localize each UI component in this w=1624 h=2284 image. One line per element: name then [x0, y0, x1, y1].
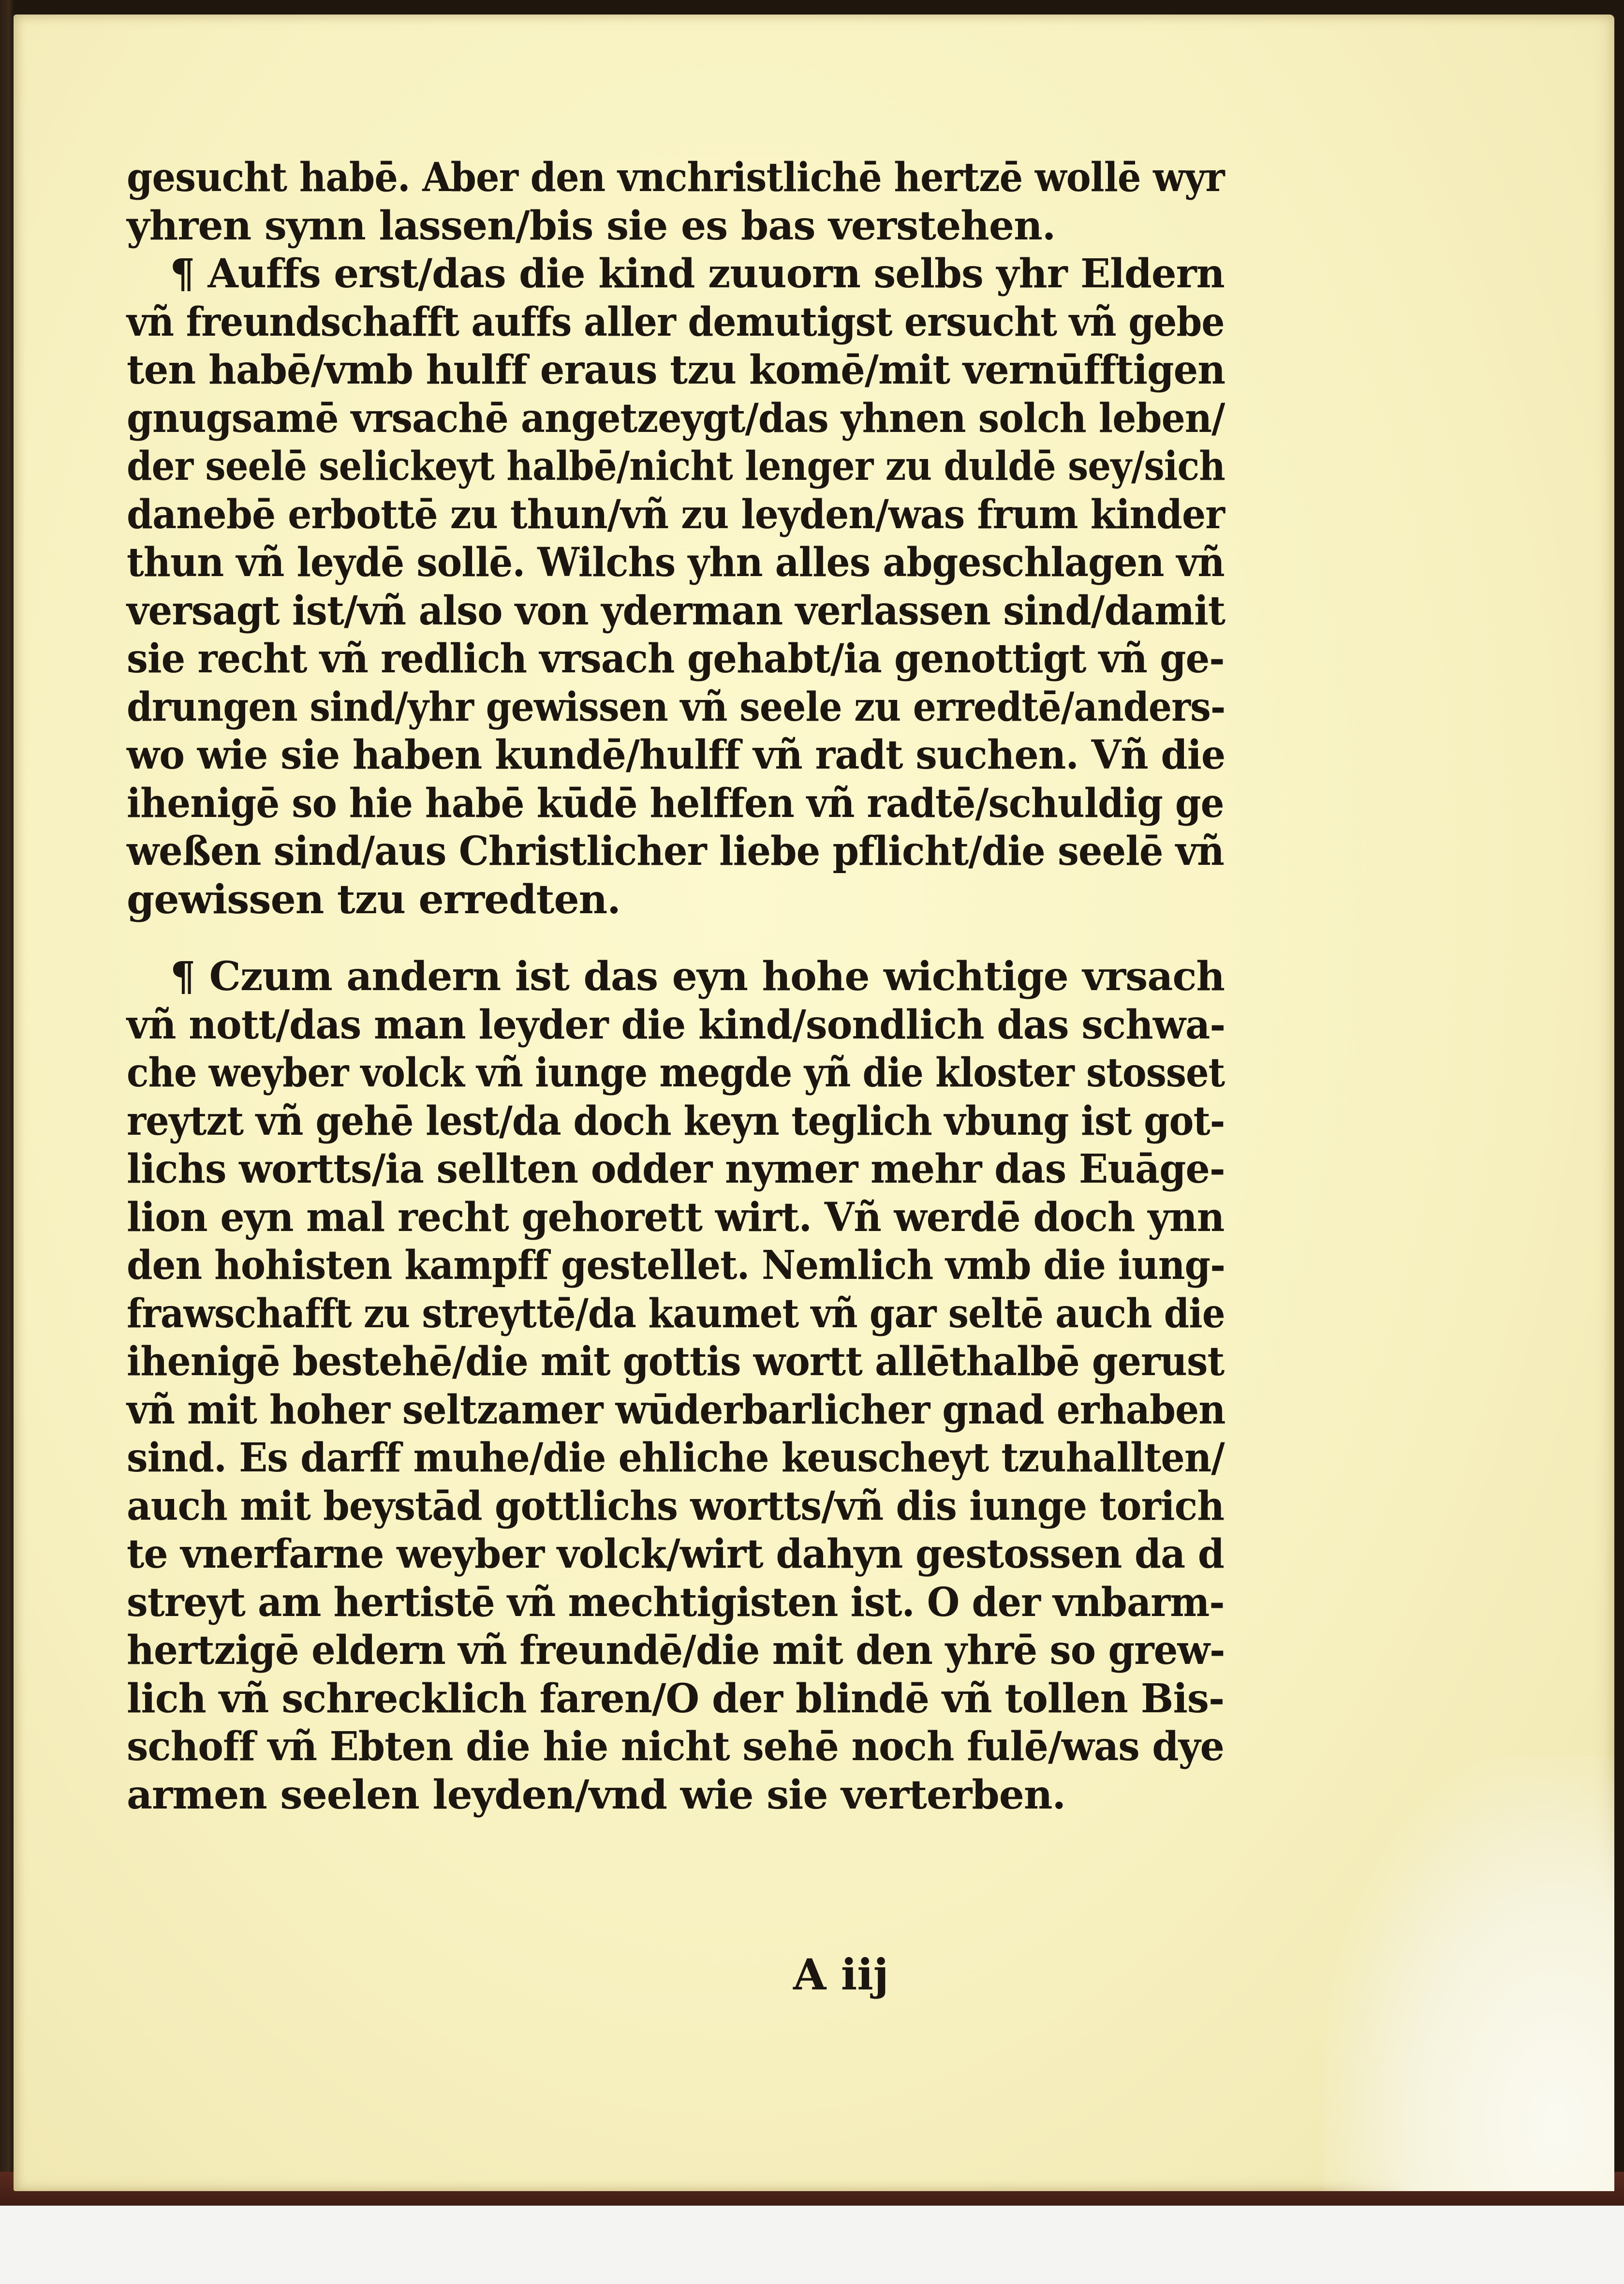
page-wear-stain	[1324, 1756, 1614, 2191]
text-line: auch mit beystād gottlichs wortts/vñ dis iunge torich	[127, 1483, 1225, 1529]
paragraph-1	[127, 154, 1225, 250]
text-line: schoff vñ Ebten die hie nicht sehē noch fulē/was dye	[127, 1723, 1224, 1770]
text-block	[127, 154, 1225, 1819]
text-line: gewissen tzu erredten.	[127, 876, 620, 923]
text-line: hertzigē eldern vñ freundē/die mit den yhrē so grew-	[127, 1627, 1225, 1674]
text-line: lichs wortts/ia sellten odder nymer mehr das Euāge-	[127, 1146, 1225, 1192]
text-line: vñ freundschafft auffs aller demutigst ersucht vñ gebe	[127, 298, 1225, 345]
text-line: streyt am hertistē vñ mechtigisten ist. O der vnbarm-	[127, 1579, 1225, 1626]
paragraph-3	[127, 953, 1225, 1819]
text-line: lion eyn mal recht gehorett wirt. Vñ werdē doch ynn	[127, 1194, 1225, 1241]
text-line: drungen sind/yhr gewissen vñ seele zu erredtē/anders-	[127, 683, 1225, 730]
text-line: sind. Es darff muhe/die ehliche keuscheyt tzuhallten/	[127, 1435, 1225, 1481]
text-line: der seelē selickeyt halbē/nicht lenger zu duldē sey/sich	[127, 443, 1225, 489]
paragraph-2	[127, 250, 1225, 924]
text-line: weßen sind/aus Christlicher liebe pflicht/die seelē vñ	[127, 828, 1224, 875]
text-line: che weyber volck vñ iunge megde yñ die kloster stosset	[127, 1050, 1225, 1096]
text-line: vñ nott/das man leyder die kind/sondlich das schwa-	[127, 1001, 1225, 1048]
text-line: ihenigē so hie habē kūdē helffen vñ radtē/schuldig ge	[127, 780, 1224, 827]
text-line: vñ mit hoher seltzamer wūderbarlicher gnad erhaben	[127, 1386, 1225, 1433]
text-line: thun vñ leydē sollē. Wilchs yhn alles abgeschlagen vñ	[127, 539, 1225, 586]
text-line: ¶ Czum andern ist das eyn hohe wichtige vrsach	[170, 953, 1225, 1000]
scan-background-strip	[0, 2206, 1624, 2284]
paragraph-spacer	[127, 924, 1225, 953]
text-line: versagt ist/vñ also von yderman verlassen sind/damit	[127, 587, 1225, 634]
text-line: reytzt vñ gehē lest/da doch keyn teglich vbung ist got-	[127, 1098, 1225, 1144]
text-line: gnugsamē vrsachē angetzeygt/das yhnen solch leben/	[127, 395, 1225, 442]
text-line: den hohisten kampff gestellet. Nemlich vmb die iung-	[127, 1242, 1225, 1289]
text-line: danebē erbottē zu thun/vñ zu leyden/was frum kinder	[127, 491, 1225, 538]
text-line: te vnerfarne weyber volck/wirt dahyn gestossen da d	[127, 1531, 1224, 1577]
signature-mark: A iij	[793, 1949, 889, 2000]
text-line: frawschafft zu streyttē/da kaumet vñ gar seltē auch die	[127, 1290, 1225, 1337]
text-line: armen seelen leyden/vnd wie sie verterben.	[127, 1771, 1066, 1818]
text-line: ¶ Auffs erst/das die kind zuuorn selbs yhr Eldern	[170, 251, 1225, 297]
text-line: yhren synn lassen/bis sie es bas verstehen.	[127, 202, 1056, 249]
text-line: ihenigē bestehē/die mit gottis wortt allēthalbē gerust	[127, 1338, 1225, 1385]
text-line: lich vñ schrecklich faren/O der blindē vñ tollen Bis-	[127, 1675, 1225, 1722]
text-line: ten habē/vmb hulff eraus tzu komē/mit vernūfftigen	[127, 347, 1225, 393]
text-line: gesucht habē. Aber den vnchristlichē hertzē wollē wyr	[127, 154, 1225, 201]
text-line: wo wie sie haben kundē/hulff vñ radt suchen. Vñ die	[127, 732, 1225, 778]
text-line: sie recht vñ redlich vrsach gehabt/ia genottigt vñ ge-	[127, 636, 1225, 682]
